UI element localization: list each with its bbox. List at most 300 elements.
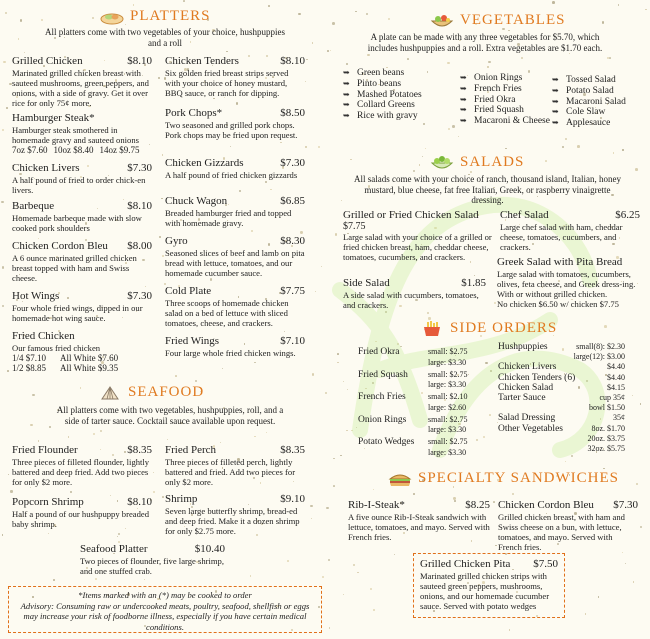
speck: [645, 9, 646, 10]
sandwich-item-header: [348, 499, 490, 512]
platter-item-header: [165, 55, 305, 68]
speck: [330, 50, 332, 52]
vegetable-item: ➥ French Fries: [460, 84, 550, 95]
salad-prices: No chicken $6.50 w/ chicken $7.75: [497, 299, 619, 309]
platter-item-desc: Hamburger steak smothered in homemade gravy and sauteed onions: [12, 125, 139, 145]
side-order-small: small: $2.75: [428, 437, 468, 446]
side-order-item: [498, 424, 625, 434]
side-order-prices: [428, 392, 468, 413]
seafood-intro: All platters come with two vegetables, hushpuppies, roll, and a side of tarter sauce. Cocktail sauce available upon request.: [56, 405, 284, 426]
side-orders-left: [358, 347, 488, 460]
seafood-item: [165, 444, 305, 487]
speck: [355, 11, 357, 13]
speck: [328, 559, 330, 561]
vegetable-item: ➥ Fried Squash: [460, 105, 550, 116]
vegetable-item: ➥ Rice with gravy: [343, 111, 422, 122]
speck: [448, 128, 450, 130]
platter-item: [165, 107, 305, 140]
sandwich-item-desc: A five ounce Rib-I-Steak sandwich with lettuce, tomatoes, and mayo. Served with French fries.: [348, 512, 490, 542]
speck: [311, 518, 312, 519]
side-order-large: large: $3.30: [428, 447, 467, 457]
speck: [356, 427, 358, 429]
salads-heading-text: SALADS: [460, 154, 525, 170]
side-order-item: [498, 383, 625, 393]
speck: [347, 389, 348, 390]
platter-item-name: Chicken Gizzards: [165, 157, 244, 169]
speck: [287, 560, 289, 562]
speck: [343, 594, 344, 595]
speck: [153, 472, 154, 473]
platter-item-price: $8.10: [127, 200, 152, 212]
speck: [8, 474, 9, 475]
side-order-name: Fried Squash: [358, 369, 408, 380]
side-order-item: [358, 437, 488, 458]
speck: [427, 312, 429, 314]
sandwich-icon: [388, 471, 412, 487]
salad-item-header: [343, 209, 493, 222]
side-order-prices: [428, 415, 468, 436]
platter-item-name: Gyro: [165, 235, 188, 247]
speck: [93, 433, 95, 435]
platter-item-desc: Four whole fried wings, dipped in our homemade hot wing sauce.: [12, 303, 143, 323]
speck: [598, 596, 599, 597]
speck: [266, 432, 267, 433]
speck: [230, 146, 231, 147]
salad-bowl-icon: [430, 155, 454, 171]
seafood-item-header: [12, 496, 152, 509]
speck: [635, 168, 638, 171]
speck: [312, 373, 314, 375]
side-order-name: Tarter Sauce: [498, 393, 546, 404]
side-order-large: large: $3.30: [428, 380, 467, 389]
platter-item-name: Hot Wings: [12, 290, 60, 302]
platters-intro: All platters come with two vegetables of your choice, hushpuppies and a roll: [45, 27, 285, 48]
speck: [353, 564, 355, 566]
sandwiches-heading-text: SPECIALTY SANDWICHES: [418, 470, 619, 486]
speck: [2, 305, 4, 307]
speck: [493, 501, 495, 503]
sandwich-item-price: $7.50: [533, 558, 558, 570]
side-order-item: [498, 393, 625, 403]
advisory-note: [8, 586, 322, 633]
speck: [153, 491, 155, 493]
speck: [329, 627, 330, 628]
side-order-small: small: $2.75: [428, 414, 468, 424]
speck: [3, 61, 6, 64]
platter-item-price: $7.30: [280, 157, 305, 169]
platter-option: 1/2 $8.85: [12, 363, 47, 374]
side-order-name: Other Vegetables: [498, 423, 563, 434]
side-order-name: Potato Wedges: [358, 437, 415, 447]
side-order-name: Chicken Livers: [498, 362, 557, 373]
platter-item-header: [165, 157, 305, 170]
speck: [53, 579, 55, 581]
vegetables-intro: A plate can be made with any three vegetables for $5.70, which includes hushpuppies and a roll. Extra vegetables are $1.70 each.: [367, 32, 603, 53]
side-order-item: [498, 413, 625, 423]
speck: [512, 493, 514, 495]
speck: [487, 66, 488, 67]
speck: [10, 490, 12, 492]
side-order-small: small: $2.10: [428, 392, 468, 401]
sandwich-item-price: $8.25: [465, 499, 490, 511]
platter-item-name: Chuck Wagon: [165, 195, 228, 207]
vegetable-item: ➥ Potato Salad: [552, 86, 626, 97]
platter-icon: [100, 9, 124, 25]
speck: [38, 440, 40, 442]
speck: [322, 576, 324, 578]
salad-item: [343, 277, 486, 310]
side-orders-heading-text: SIDE ORDERS: [450, 320, 558, 336]
platter-item: [12, 200, 152, 233]
speck: [419, 164, 420, 165]
salad-item-desc: Large chef salad with ham, cheddar cheese, tomatoes, cucumbers, and crackers.: [500, 222, 623, 252]
side-order-name: Onion Rings: [358, 414, 407, 425]
platter-item-name: Pork Chops*: [165, 107, 223, 119]
platter-item-desc: A half pound of fried to order chick-en livers.: [12, 175, 146, 195]
speck: [625, 563, 627, 565]
platter-item: [165, 55, 305, 98]
platter-item-header: [12, 240, 152, 253]
speck: [425, 148, 426, 149]
platter-item-desc: Our famous fried chicken: [12, 343, 101, 353]
speck: [505, 148, 506, 149]
speck: [167, 439, 168, 440]
side-order-item: [358, 415, 488, 436]
speck: [117, 536, 118, 537]
platter-item-header: [165, 235, 305, 248]
salad-item-desc: Large salad with tomatoes, cucumbers, olives, feta cheese, and Greek dress-ing. With or without grilled chicken.: [497, 269, 636, 299]
side-order-price: small(8): $2.30: [576, 342, 625, 351]
salad-item: [343, 209, 493, 262]
seafood-item: [80, 543, 225, 576]
speck: [118, 533, 120, 535]
platter-item-price: $8.10: [280, 55, 305, 67]
speck: [265, 181, 267, 183]
speck: [640, 403, 642, 405]
speck: [604, 325, 607, 328]
speck: [236, 102, 238, 104]
speck: [632, 395, 633, 396]
sandwich-item-price: $7.30: [613, 499, 638, 511]
speck: [489, 414, 491, 416]
speck: [346, 430, 348, 432]
speck: [310, 505, 313, 508]
side-order-item: [498, 362, 625, 372]
speck: [280, 142, 281, 143]
platters-heading: [100, 8, 211, 25]
speck: [305, 146, 306, 147]
speck: [346, 63, 348, 65]
speck: [145, 286, 146, 287]
seafood-item: [12, 496, 152, 529]
speck: [373, 609, 375, 611]
speck: [325, 392, 327, 394]
side-order-name: Chicken Tenders (6): [498, 372, 576, 383]
side-order-large: large: $2.60: [428, 402, 467, 412]
speck: [452, 125, 455, 128]
platter-item-price: $7.30: [127, 290, 152, 302]
platters-heading-text: PLATTERS: [130, 8, 211, 24]
salads-intro: All salads come with your choice of ranch, thousand island, Italian, honey mustard, blue cheese, fat free Italian, Greek, or raspberry vinaigrette dressing.: [354, 174, 621, 205]
sandwich-item-desc: Marinated grilled chicken strips with sauteed green peppers, mushrooms, onions, and our homemade cucumber sauce. Served with potato wedges: [420, 571, 550, 611]
salad-item-price: $1.85: [461, 277, 486, 289]
speck: [367, 54, 369, 56]
salad-item: [497, 256, 637, 309]
speck: [210, 278, 213, 281]
seafood-item-desc: Three pieces of filleted flounder, lightly battered and deep fried. Add two pieces for only $2 more.: [12, 457, 150, 487]
platter-option: All White $7.60: [60, 353, 119, 363]
speck: [388, 18, 390, 20]
side-order-prices: [428, 347, 468, 368]
sandwich-item-desc: Grilled chicken breast, with ham and Swiss cheese on a bun, with lettuce, tomatoes, and mayo. Served with French fries.: [498, 512, 625, 552]
seafood-item-name: Seafood Platter: [80, 543, 148, 555]
speck: [158, 77, 159, 78]
platter-sizes: [12, 145, 152, 155]
seafood-item-price: $8.35: [127, 444, 152, 456]
platter-item-header: [165, 107, 305, 120]
salad-item-price: $6.25: [615, 209, 640, 221]
side-order-price: 32oz. $5.75: [587, 444, 625, 454]
speck: [562, 146, 564, 148]
platter-item-name: Fried Chicken: [12, 330, 75, 342]
speck: [306, 59, 307, 60]
side-orders-right: [498, 342, 625, 454]
salad-item-price: $7.75: [343, 221, 366, 232]
speck: [226, 51, 228, 53]
side-order-price: 20oz. $3.75: [587, 433, 625, 443]
speck: [470, 171, 472, 173]
speck: [32, 394, 34, 396]
speck: [298, 13, 301, 16]
speck: [1, 201, 4, 204]
side-order-item: [498, 373, 625, 383]
speck: [633, 581, 635, 583]
platter-item: [12, 330, 152, 373]
speck: [490, 370, 492, 372]
size-option: 14oz $9.75: [99, 145, 140, 155]
platter-item-desc: Six golden fried breast strips served with your choice of honey mustard, BBQ sauce, or ranch for dipping.: [165, 68, 289, 98]
platter-item-desc: A 6 ounce marinated grilled chicken breast topped with ham and Swiss cheese.: [12, 253, 137, 283]
speck: [335, 233, 338, 236]
sandwich-item-header: [498, 499, 638, 512]
side-order-item: [358, 392, 488, 413]
vegetable-item: ➥ Pinto beans: [343, 79, 422, 90]
speck: [447, 62, 449, 64]
seafood-item-name: Fried Perch: [165, 444, 217, 456]
speck: [332, 22, 335, 25]
seafood-item-header: [80, 543, 225, 556]
speck: [284, 331, 285, 332]
speck: [254, 436, 255, 437]
vegetables-heading-text: VEGETABLES: [460, 12, 566, 28]
speck: [250, 575, 251, 576]
vegetable-item: ➥ Mashed Potatoes: [343, 90, 422, 101]
platter-item-price: $8.00: [127, 240, 152, 252]
vegetables-heading: [430, 12, 565, 29]
platter-item-header: [165, 335, 305, 348]
platter-item-desc: Homemade barbeque made with slow cooked pork shoulders: [12, 213, 142, 233]
speck: [370, 588, 372, 590]
side-order-price: cup 35¢: [599, 393, 625, 403]
platter-item-header: [165, 195, 305, 208]
salad-item-desc: A side salad with cucumbers, tomatoes, and crackers.: [343, 290, 479, 310]
speck: [565, 138, 567, 140]
speck: [20, 19, 22, 21]
speck: [68, 436, 70, 438]
speck: [413, 493, 415, 495]
speck: [5, 12, 7, 14]
platter-item-price: $8.10: [127, 55, 152, 67]
platter-item-desc: Marinated grilled chicken breast with sauteed mushrooms, green peppers, and onions, with a side of gravy. Get it over rice for only 75¢ more.: [12, 68, 149, 108]
vegetable-item: ➥ Green beans: [343, 68, 422, 79]
speck: [162, 255, 164, 257]
speck: [636, 483, 638, 485]
speck: [195, 380, 197, 382]
platter-item-name: Grilled Chicken: [12, 55, 83, 67]
speck: [327, 50, 329, 52]
seafood-item-header: [165, 493, 305, 506]
speck: [422, 156, 423, 157]
speck: [321, 266, 322, 267]
speck: [545, 160, 547, 162]
platter-option-row: [12, 353, 152, 363]
speck: [92, 17, 94, 19]
speck: [602, 21, 604, 23]
side-order-item: [358, 347, 488, 368]
sandwich-item-name: Rib-I-Steak*: [348, 499, 405, 511]
platter-item-desc: A half pound of fried chicken gizzards: [165, 170, 298, 180]
platter-item-header: [12, 112, 152, 125]
platter-item-desc: Two seasoned and grilled pork chops. Pork chops may be fried upon request.: [165, 120, 298, 140]
vegetables-column-3: [552, 75, 626, 129]
seafood-item-desc: Two pieces of flounder, five large shrimp, and one stuffed crab.: [80, 556, 224, 576]
fries-icon: [420, 321, 444, 337]
platter-item-name: Chicken Tenders: [165, 55, 239, 67]
platter-item-desc: Four large whole fried chicken wings.: [165, 348, 296, 358]
speck: [318, 146, 320, 148]
seafood-item-price: $10.40: [194, 543, 225, 555]
speck: [133, 4, 134, 5]
side-order-small: small: $2.75: [428, 369, 468, 379]
speck: [341, 200, 342, 201]
size-option: 10oz $8.40: [53, 145, 94, 155]
platter-item-price: $7.30: [127, 162, 152, 174]
speck: [373, 489, 374, 490]
seafood-item-price: $8.10: [127, 496, 152, 508]
speck: [622, 149, 623, 150]
platter-item: [165, 195, 305, 228]
salad-item-name: Grilled or Fried Chicken Salad: [343, 209, 479, 221]
speck: [571, 455, 573, 457]
speck: [270, 189, 271, 190]
speck: [423, 123, 425, 125]
salad-item-name: Side Salad: [343, 277, 390, 289]
salad-item-header: [343, 277, 486, 290]
platter-item: [165, 235, 305, 278]
speck: [300, 231, 302, 233]
platter-option: 1/4 $7.10: [12, 353, 47, 363]
platter-item-price: $8.50: [280, 107, 305, 119]
speck: [100, 430, 102, 432]
side-orders-heading: [420, 320, 557, 337]
platter-option-row: [12, 363, 152, 373]
speck: [397, 343, 399, 345]
vegetable-item: ➥ Macaroni & Cheese: [460, 116, 550, 127]
speck: [2, 266, 4, 268]
side-order-item: [498, 342, 625, 352]
platter-item-desc: Breaded hamburger fried and topped with homemade gravy.: [165, 208, 292, 228]
vegetable-item: ➥ Onion Rings: [460, 73, 550, 84]
seafood-item: [12, 444, 152, 487]
speck: [521, 57, 523, 59]
vegetable-item: ➥ Macaroni Salad: [552, 97, 626, 108]
speck: [222, 368, 223, 369]
side-order-item: [498, 403, 625, 413]
seafood-item-header: [165, 444, 305, 457]
platter-item-desc: Three scoops of homemade chicken salad on a bed of lettuce with sliced tomatoes, cheese, and crackers.: [165, 298, 289, 328]
speck: [333, 458, 334, 459]
salad-item-header: [500, 209, 640, 222]
seafood-item: [165, 493, 305, 536]
speck: [251, 230, 253, 232]
side-order-price: $4.40: [607, 372, 625, 382]
speck: [6, 107, 8, 109]
salads-heading: [430, 154, 524, 171]
platter-item: [165, 157, 305, 180]
speck: [609, 57, 611, 59]
platter-item-name: Fried Wings: [165, 335, 220, 347]
speck: [333, 485, 335, 487]
speck: [162, 496, 164, 498]
platter-item: [165, 335, 305, 358]
platter-item: [12, 240, 152, 283]
pita-highlight-box: [413, 553, 565, 618]
vegetable-item: ➥ Tossed Salad: [552, 75, 626, 86]
seafood-item-desc: Half a pound of our hushpuppy breaded baby shrimp.: [12, 509, 149, 529]
speck: [565, 461, 567, 463]
sandwich-item: [498, 499, 638, 552]
speck: [337, 353, 339, 355]
side-order-price: 35¢: [613, 413, 625, 423]
speck: [343, 381, 345, 383]
advisory-line-2: Advisory: Consuming raw or undercooked meats, poultry, seafood, shellfish or eggs may increase your risk of foodborne illness, especially if you have certain medical conditions.: [20, 600, 310, 632]
speck: [337, 362, 338, 363]
platter-item-price: $7.75: [280, 285, 305, 297]
speck: [38, 238, 39, 239]
seafood-item-desc: Three pieces of filleted perch, lightly battered and fried. Add two pieces for only $2 more.: [165, 457, 296, 487]
speck: [357, 572, 359, 574]
platter-item-name: Hamburger Steak*: [12, 112, 95, 124]
side-order-prices: [428, 437, 468, 458]
speck: [95, 578, 97, 580]
speck: [495, 545, 496, 546]
platter-item-name: Chicken Cordon Bleu: [12, 240, 108, 252]
side-order-prices: [428, 370, 468, 391]
vegetable-item: ➥ Fried Okra: [460, 95, 550, 106]
speck: [315, 291, 316, 292]
seafood-item-name: Fried Flounder: [12, 444, 78, 456]
platter-item-name: Barbeque: [12, 200, 55, 212]
seafood-item-name: Shrimp: [165, 493, 198, 505]
platter-item-header: [12, 55, 152, 68]
salad-item: [500, 209, 640, 252]
speck: [385, 311, 387, 313]
seafood-item-header: [12, 444, 152, 457]
platter-item-name: Chicken Livers: [12, 162, 80, 174]
speck: [41, 19, 43, 21]
side-order-price: $4.15: [607, 382, 625, 392]
side-order-name: Hushpuppies: [498, 342, 548, 352]
